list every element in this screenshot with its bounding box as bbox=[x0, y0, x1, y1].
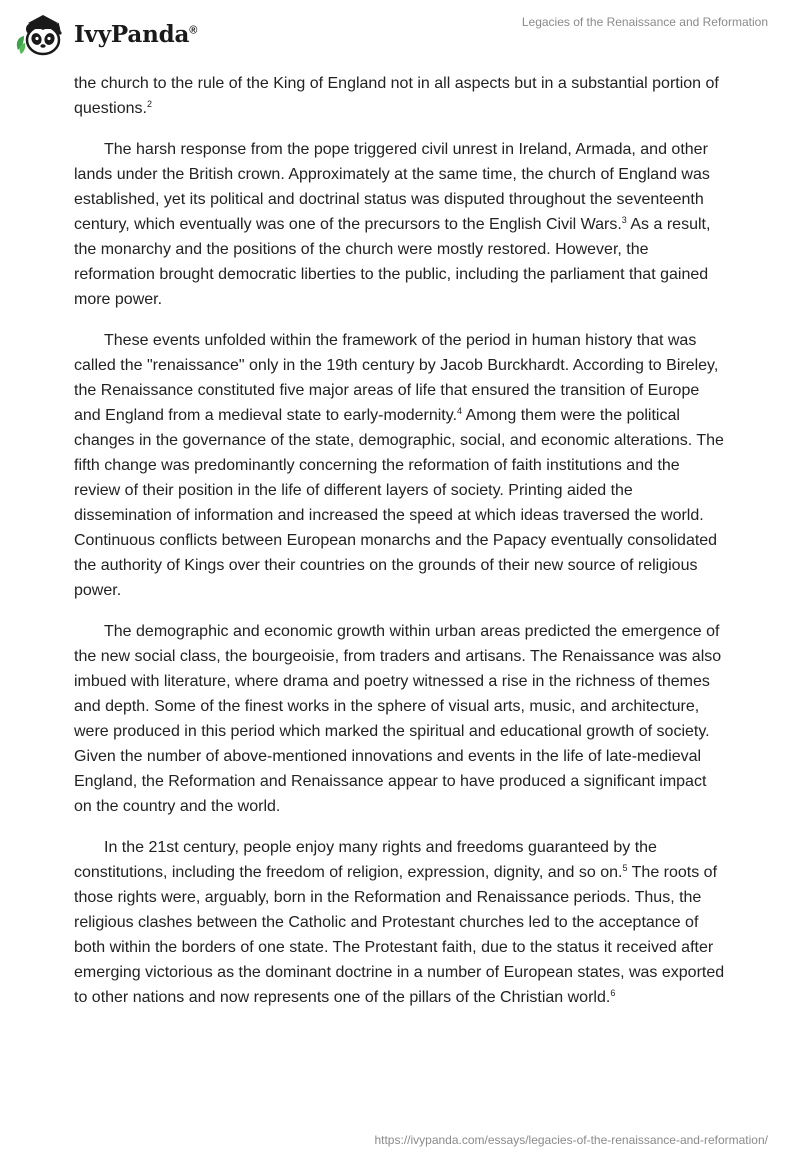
essay-paragraph bbox=[74, 328, 726, 603]
paragraph-text: As a result, the monarchy and the positions of the church were mostly restored. However, the reformation brought democratic liberties to the public, including the parliament that gained more power. bbox=[74, 216, 711, 308]
essay-paragraph bbox=[74, 835, 726, 1010]
paragraph-text: These events unfolded within the framework of the period in human history that was called the "renaissance" only in the 19th century by Jacob Burckhardt. According to Bireley, the Renaissance constituted five major areas of life that ensured the transition of Europe and England from a medieval state to early-modernity. bbox=[74, 332, 719, 424]
paragraph-text: The harsh response from the pope triggered civil unrest in Ireland, Armada, and other lands under the British crown. Approximately at the same time, the church of England was established, yet its political and doctrinal status was disputed throughout the seventeenth century, which eventually was one of the precursors to the English Civil Wars. bbox=[74, 141, 710, 233]
paragraph-text: In the 21st century, people enjoy many rights and freedoms guaranteed by the constitutions, including the freedom of religion, expression, dignity, and so on. bbox=[74, 839, 657, 881]
essay-body bbox=[74, 71, 726, 1026]
footnote-marker[interactable]: 2 bbox=[146, 99, 152, 109]
paragraph-text: Among them were the political changes in the governance of the state, demographic, social, and economic alterations. The fifth change was predominantly concerning the reformation of faith institutions and the review of their position in the life of different layers of society. Printing aided the dissemination of information and increased the speed at which ideas traversed the world. Continuous conflicts between European monarchs and the Papacy eventually consolidated the authority of Kings over their countries on the grounds of their new source of religious power. bbox=[74, 407, 724, 599]
footnote-marker[interactable]: 6 bbox=[610, 988, 616, 998]
footnote-marker[interactable]: 4 bbox=[457, 406, 463, 416]
paragraph-text: The roots of those rights were, arguably, born in the Reformation and Renaissance periods. Thus, the religious clashes between the Catholic and Protestant churches led to the acceptance of both within the borders of one state. The Protestant faith, due to the status it received after emerging victorious as the dominant doctrine in a number of European states, was exported to other nations and now represents one of the pillars of the Christian world. bbox=[74, 864, 725, 1006]
ivypanda-logo[interactable] bbox=[14, 10, 197, 58]
essay-paragraph bbox=[74, 619, 726, 819]
logo-text: IvyPanda® bbox=[74, 20, 198, 48]
paragraph-text: the church to the rule of the King of England not in all aspects but in a substantial portion of questions. bbox=[74, 75, 719, 117]
essay-paragraph bbox=[74, 71, 726, 121]
document-title: Legacies of the Renaissance and Reformation bbox=[521, 15, 768, 29]
paragraph-text: The demographic and economic growth within urban areas predicted the emergence of the new social class, the bourgeoisie, from traders and artisans. The Renaissance was also imbued with literature, where drama and poetry witnessed a rise in the richness of themes and depth. Some of the finest works in the sphere of visual arts, music, and architecture, were produced in this period which marked the spiritual and educational growth of society. Given the number of above-mentioned innovations and events in the life of late-medieval England, the Reformation and Renaissance appear to have produced a significant impact on the country and the world. bbox=[74, 623, 722, 815]
footnote-marker[interactable]: 3 bbox=[621, 215, 627, 225]
footnote-marker[interactable]: 5 bbox=[622, 863, 628, 873]
essay-paragraph bbox=[74, 137, 726, 312]
source-url[interactable]: https://ivypanda.com/essays/legacies-of-the-renaissance-and-reformation/ bbox=[374, 1133, 768, 1147]
page-header bbox=[0, 0, 800, 70]
panda-graduate-icon bbox=[14, 10, 70, 58]
